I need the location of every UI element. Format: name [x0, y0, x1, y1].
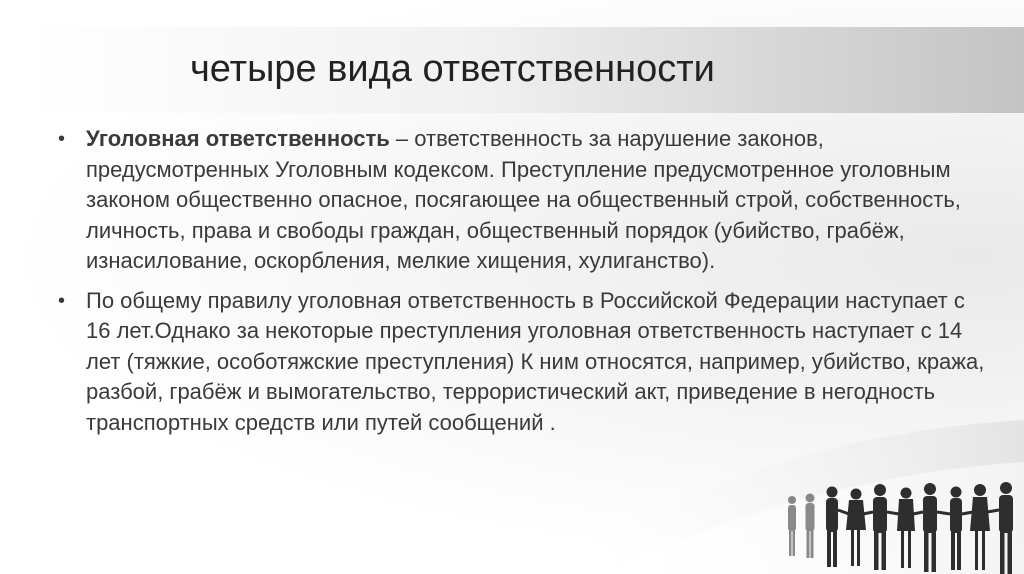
title-bar: [28, 27, 1024, 113]
bullet-list: [56, 124, 986, 447]
bullet-text: По общему правилу уголовная ответственность в Российской Федерации наступает с 16 лет.Однако за некоторые преступления уголовная ответственность наступает с 14 лет (тяжкие, особотяжские преступления) К ним относятся, например, убийство, кража, разбой, грабёж и вымогательство, террористический акт, приведение в негодность транспортных средств или путей сообщений .: [86, 287, 985, 435]
slide-title: четыре вида ответственности: [190, 48, 715, 90]
bullet-item-age-of-liability: [56, 286, 986, 439]
bullet-icon: •: [58, 128, 66, 150]
bullet-item-criminal-liability: [56, 124, 986, 277]
bullet-icon: •: [58, 289, 66, 312]
bullet-term: Уголовная ответственность: [86, 126, 390, 151]
people-silhouettes-image: [780, 470, 1024, 574]
bullet-text: – ответственность за нарушение законов, предусмотренных Уголовным кодексом. Преступление предусмотренное уголовным законом общественно опасное, посягающее на общественный строй, собственность, личность, права и свободы граждан, общественный порядок (убийство, грабёж, изнасилование, оскорбления, мелкие хищения, хулиганство).: [86, 126, 961, 273]
